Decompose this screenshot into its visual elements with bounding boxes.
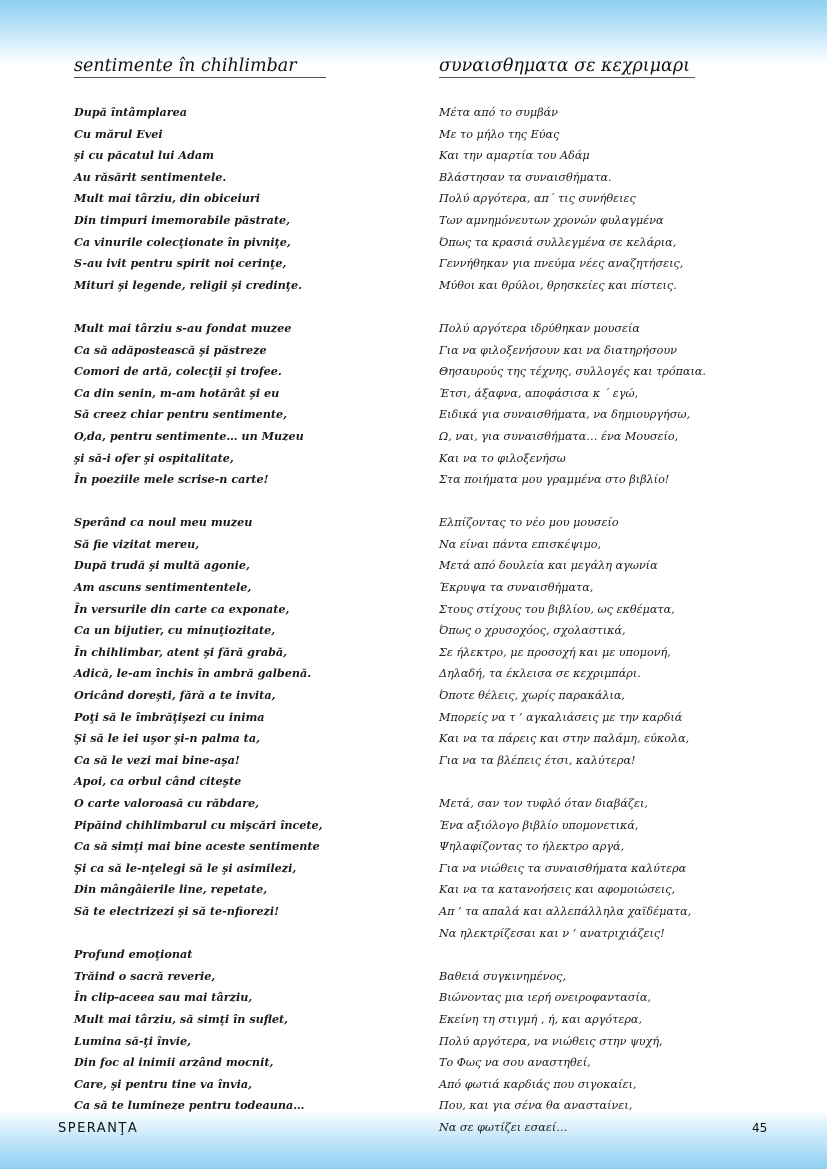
greek-verse-line: Και να τα πάρεις και στην παλάμη, εύκολα,	[439, 732, 690, 746]
greek-verse-line: Μπορείς να τ ’ αγκαλιάσεις με την καρδιά	[439, 710, 683, 724]
greek-stanza	[439, 966, 799, 1139]
greek-verse-line: Πολύ αργότερα ιδρύθηκαν μουσεία	[439, 321, 640, 335]
greek-verse-line: Μύθοι και θρύλοι, θρησκείες και πίστεις.	[439, 278, 677, 292]
romanian-verse-line: Şi să le iei uşor şi-n palma ta,	[74, 731, 260, 746]
romanian-verse-line: Profund emoţionat	[74, 947, 193, 962]
romanian-verse-line: Ca să le vezi mai bine-aşa!	[74, 752, 240, 767]
greek-verse-line: Βιώνοντας μια ιερή ονειροφαντασία,	[439, 991, 651, 1005]
greek-verse-line: Στους στίχους του βιβλίου, ως εκθέματα,	[439, 602, 675, 616]
romanian-verse-line: Ca să te lumineze pentru todeauna…	[74, 1098, 305, 1113]
greek-verse-line: Το Φως να σου αναστηθεί,	[439, 1056, 591, 1070]
romanian-verse-line: Oricând doreşti, fără a te invita,	[74, 688, 276, 703]
greek-verse-line: Σε ήλεκτρο, με προσοχή και με υπομονή,	[439, 645, 671, 659]
romanian-stanza	[74, 944, 394, 1117]
romanian-verse-line: Din mângâierile line, repetate,	[74, 882, 268, 897]
romanian-verse-line: Mult mai târziu, să simţi în suflet,	[74, 1011, 289, 1026]
romanian-verse-line: Trăind o sacră reverie,	[74, 968, 216, 983]
greek-verse-line: Στα ποιήματα μου γραμμένα στο βιβλίο!	[439, 473, 670, 487]
poem-greek	[439, 56, 799, 1160]
greek-verse-line: Δηλαδή, τα έκλεισα σε κεχριμπάρι.	[439, 667, 641, 681]
greek-verse-line: Μέτα από το συμβάν	[439, 106, 558, 119]
romanian-verse-line: În versurile din carte ca exponate,	[74, 601, 290, 616]
greek-stanza	[439, 318, 799, 491]
romanian-verse-line: Lumina să-ţi învie,	[74, 1033, 192, 1048]
greek-stanza	[439, 102, 799, 296]
romanian-verse-line: Mult mai târziu s-au fondat muzee	[74, 320, 292, 335]
romanian-verse-line: Sperând ca noul meu muzeu	[74, 515, 253, 530]
romanian-verse-line: Care, şi pentru tine va învia,	[74, 1076, 253, 1091]
greek-verse-line: Απ ’ τα απαλά και αλλεπάλληλα χαϊδέματα,	[439, 904, 692, 918]
romanian-stanza	[74, 512, 394, 922]
greek-verse-line: Θησαυρούς της τέχνης, συλλογές και τρόπαια.	[439, 365, 706, 379]
greek-verse-line: Από φωτιά καρδιάς που σιγοκαίει,	[439, 1077, 637, 1091]
greek-verse-line: Όποτε θέλεις, χωρίς παρακάλια,	[439, 689, 625, 703]
romanian-stanza	[74, 318, 394, 491]
greek-verse-line: Και να τα κατανοήσεις και αφομοιώσεις,	[439, 883, 676, 897]
romanian-verse-line: şi să-i ofer şi ospitalitate,	[74, 450, 234, 465]
greek-verse-line: Για να νιώθεις τα συναισθήματα καλύτερα	[439, 861, 687, 875]
greek-verse-line: Εκείνη τη στιγμή , ή, και αργότερα,	[439, 1012, 643, 1026]
romanian-verse-line: Ca un bijutier, cu minuţiozitate,	[74, 623, 276, 638]
poem-body-romanian	[74, 102, 394, 1117]
greek-verse-line: Πολύ αργότερα, απ΄ τις συνήθειες	[439, 192, 636, 206]
romanian-verse-line: S-au ivit pentru spirit noi cerinţe,	[74, 256, 287, 271]
romanian-verse-line: Şi ca să le-nţelegi să le şi asimilezi,	[74, 860, 297, 875]
romanian-verse-line: În chihlimbar, atent şi fără grabă,	[74, 644, 288, 659]
greek-verse-line: Μετά από δουλεία και μεγάλη αγωνία	[439, 559, 658, 573]
greek-verse-line: Έτσι, άξαφνα, αποφάσισα κ ΄ εγώ,	[439, 386, 639, 400]
romanian-verse-line: După trudă şi multă agonie,	[74, 558, 250, 573]
greek-verse-line: Βαθειά συγκινημένος,	[439, 969, 566, 983]
romanian-verse-line: Ca să adăpostească şi păstreze	[74, 342, 267, 357]
greek-verse-line: Να είναι πάντα επισκέψιμο,	[439, 537, 602, 551]
romanian-verse-line: Să te electrizezi şi să te-nfiorezi!	[74, 903, 280, 918]
romanian-verse-line: Să fie vizitat mereu,	[74, 536, 200, 551]
romanian-verse-line: Comori de artă, colecţii şi trofee.	[74, 364, 282, 379]
romanian-verse-line: Ca să simţi mai bine aceste sentimente	[74, 839, 320, 854]
romanian-verse-line: În poeziile mele scrise-n carte!	[74, 472, 269, 487]
greek-verse-line: Για να φιλοξενήσουν και να διατηρήσουν	[439, 343, 677, 357]
romanian-verse-line: Pipăind chihlimbarul cu mişcări încete,	[74, 817, 323, 832]
greek-verse-line: Που, και για σένα θα ανασταίνει,	[439, 1099, 633, 1113]
poem-title-romanian: sentimente în chihlimbar	[74, 56, 326, 78]
greek-verse-line: Βλάστησαν τα συναισθήματα.	[439, 170, 612, 184]
greek-verse-line: Ένα αξιόλογο βιβλίο υπομονετικά,	[439, 818, 639, 832]
greek-verse-line: Όπως ο χρυσοχόος, σχολαστικά,	[439, 624, 626, 638]
romanian-verse-line: Apoi, ca orbul când citeşte	[74, 774, 242, 789]
poem-title-greek: συναισθηματα σε κεχριμαρι	[439, 56, 695, 78]
greek-verse-line: Και να το φιλοξενήσω	[439, 451, 566, 465]
greek-stanza	[439, 793, 799, 944]
romanian-verse-line: Au răsărit sentimentele.	[74, 169, 227, 184]
greek-verse-line: Για να τα βλέπεις έτσι, καλύτερα!	[439, 753, 636, 767]
greek-verse-line: Ελπίζοντας το νέο μου μουσείο	[439, 516, 619, 530]
poem-romanian	[74, 56, 394, 1139]
romanian-verse-line: Mult mai târziu, din obiceiuri	[74, 191, 260, 206]
romanian-verse-line: Ca vinurile colecţionate în pivniţe,	[74, 234, 291, 249]
page-number: 45	[752, 1121, 768, 1135]
header-gradient	[0, 0, 827, 64]
greek-verse-line: Όπως τα κρασιά συλλεγμένα σε κελάρια,	[439, 235, 677, 249]
greek-verse-line: Πολύ αργότερα, να νιώθεις στην ψυχή,	[439, 1034, 663, 1048]
romanian-verse-line: O,da, pentru sentimente… un Muzeu	[74, 428, 304, 443]
romanian-verse-line: Poţi să le îmbrăţişezi cu inima	[74, 709, 265, 724]
romanian-verse-line: Cu mărul Evei	[74, 126, 163, 141]
romanian-verse-line: Din timpuri imemorabile păstrate,	[74, 212, 291, 227]
greek-verse-line: Με το μήλο της Εύας	[439, 127, 560, 141]
greek-verse-line: Και την αμαρτία του Αδάμ	[439, 149, 590, 163]
greek-verse-line: Ψηλαφίζοντας το ήλεκτρο αργά,	[439, 840, 625, 854]
greek-verse-line: Ω, ναι, για συναισθήματα… ένα Μουσείο,	[439, 429, 679, 443]
romanian-verse-line: Ca din senin, m-am hotărât şi eu	[74, 385, 280, 400]
romanian-verse-line: O carte valoroasă cu răbdare,	[74, 796, 260, 810]
greek-verse-line: Μετά, σαν τον τυφλό όταν διαβάζει,	[439, 797, 648, 810]
romanian-verse-line: În clip-aceea sau mai târziu,	[74, 990, 253, 1005]
greek-verse-line: Να ηλεκτρίζεσαι και ν ‘ ανατριχιάζεις!	[439, 926, 665, 940]
romanian-verse-line: Din foc al inimii arzând mocnit,	[74, 1055, 274, 1070]
greek-verse-line: Ειδικά για συναισθήματα, να δημιουργήσω,	[439, 408, 691, 422]
romanian-verse-line: Mituri şi legende, religii şi credinţe.	[74, 277, 302, 292]
romanian-verse-line: Adică, le-am închis în ambră galbenă.	[74, 666, 312, 681]
greek-verse-line: Να σε φωτίζει εσαεί…	[439, 1120, 568, 1134]
magazine-name: SPERANŢA	[58, 1121, 139, 1136]
romanian-verse-line: şi cu păcatul lui Adam	[74, 148, 214, 163]
romanian-verse-line: Am ascuns sentimententele,	[74, 580, 252, 595]
romanian-stanza	[74, 102, 394, 296]
romanian-verse-line: După întâmplarea	[74, 105, 188, 119]
greek-verse-line: Γεννήθηκαν για πνεύμα νέες αναζητήσεις,	[439, 257, 684, 271]
greek-verse-line: Των αμνημόνευτων χρονών φυλαγμένα	[439, 213, 664, 227]
romanian-verse-line: Să creez chiar pentru sentimente,	[74, 407, 288, 422]
greek-verse-line: Έκρυψα τα συναισθήματα,	[439, 581, 594, 595]
poem-body-greek	[439, 102, 799, 1139]
greek-stanza	[439, 512, 799, 771]
